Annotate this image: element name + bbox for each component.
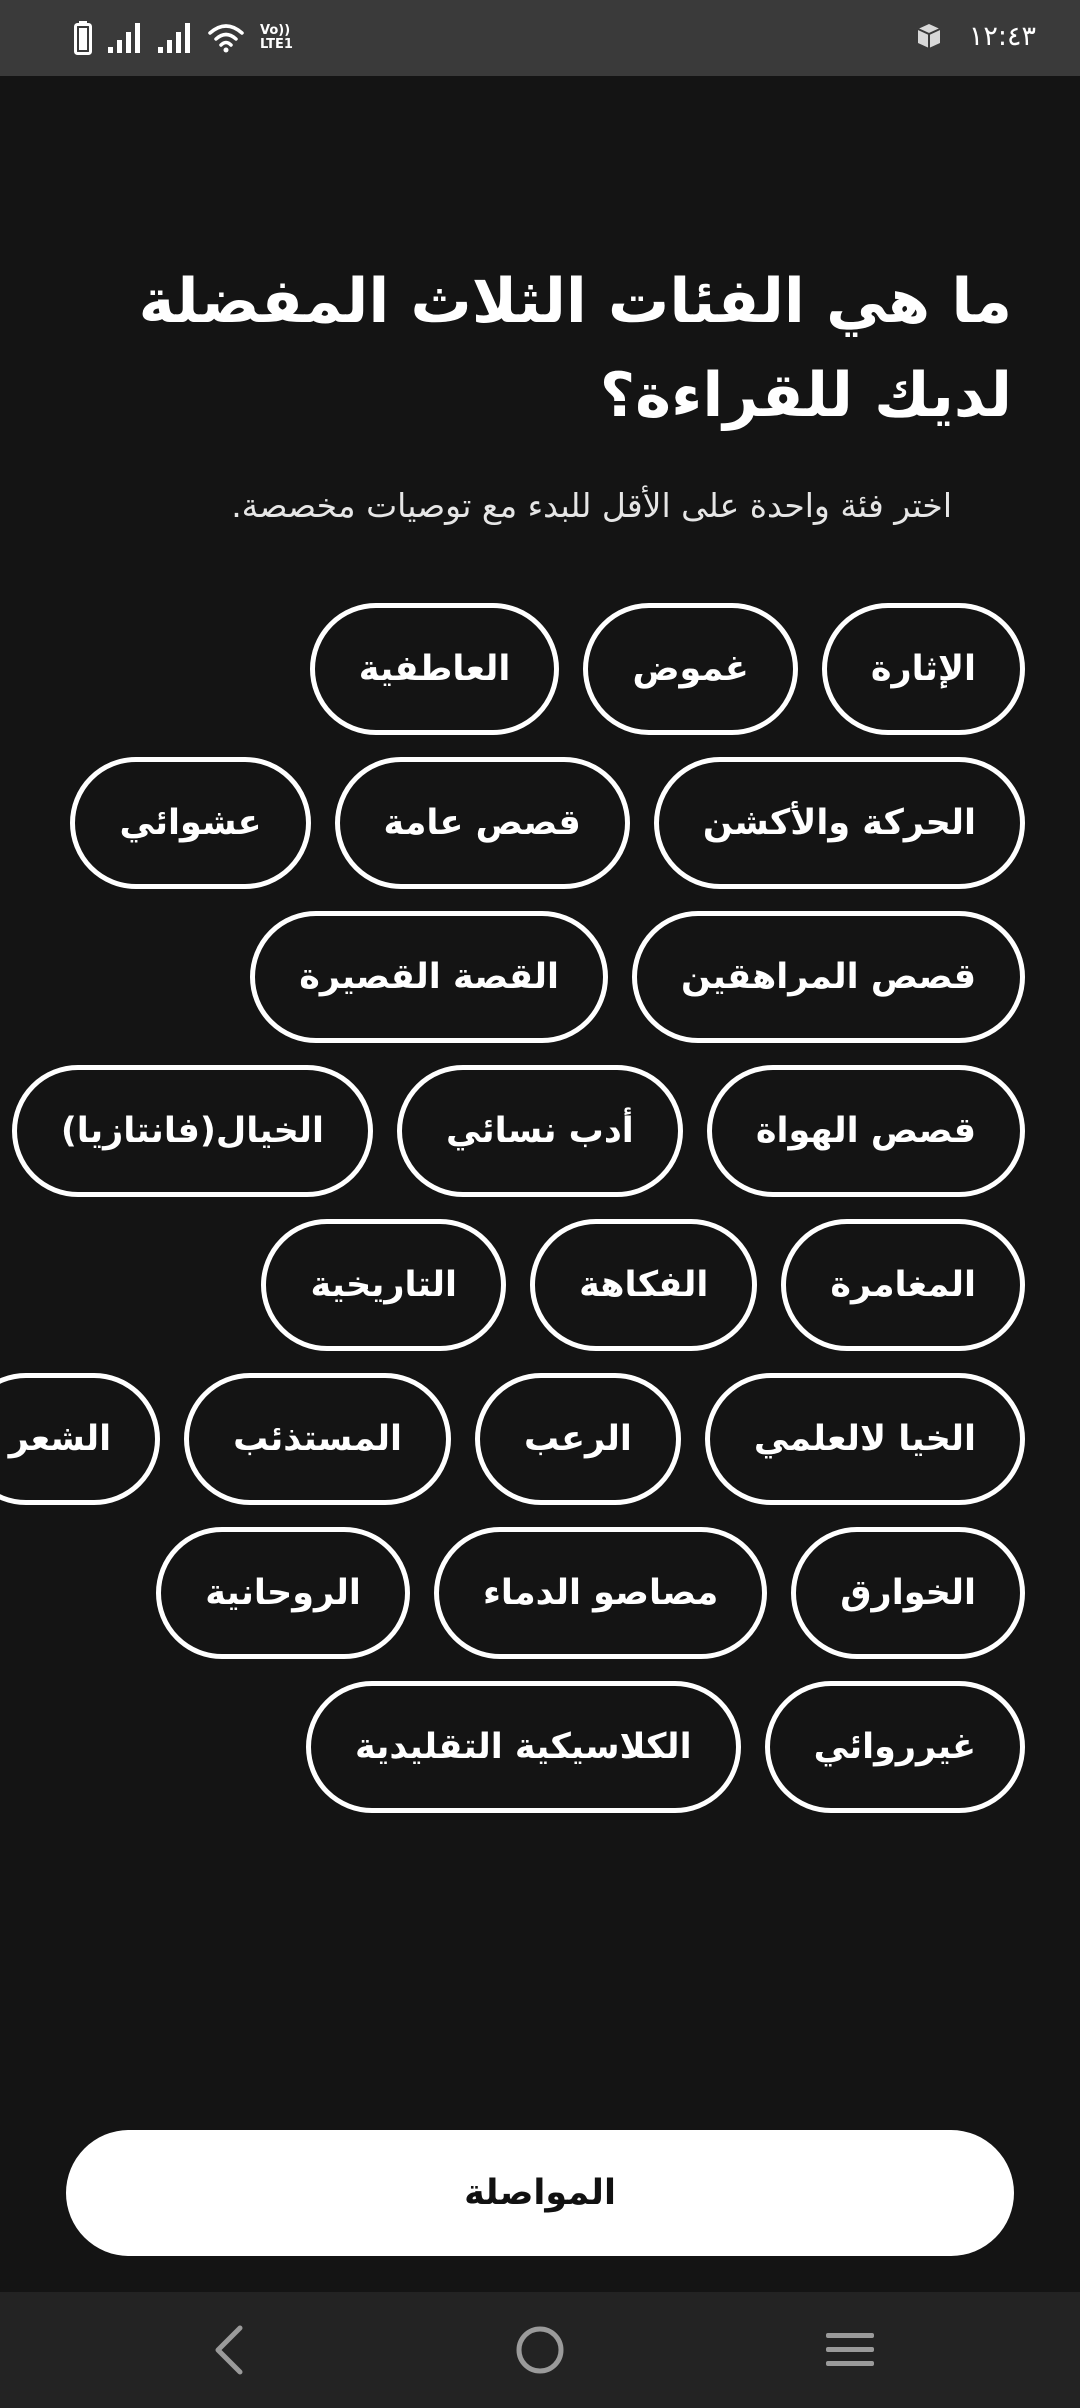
- system-nav-bar: [0, 2292, 1080, 2408]
- page-subtitle: اختر فئة واحدة على الأقل للبدء مع توصيات مخصصة.: [231, 486, 952, 525]
- chip-row: [50, 1527, 1025, 1659]
- category-chip-action[interactable]: الحركة والأكشن: [654, 757, 1025, 889]
- back-icon: [208, 2324, 248, 2376]
- chip-row: [50, 603, 1025, 735]
- category-chip-thriller[interactable]: الإثارة: [822, 603, 1025, 735]
- category-chip-teen-fiction[interactable]: قصص المراهقين: [632, 911, 1025, 1043]
- category-chip-short-story[interactable]: القصة القصيرة: [250, 911, 608, 1043]
- battery-icon: [74, 21, 92, 55]
- lte-label: LTE1: [260, 37, 293, 52]
- lte-icon: [260, 24, 294, 52]
- status-icons-left: [74, 18, 294, 58]
- category-chip-adventure[interactable]: المغامرة: [781, 1219, 1025, 1351]
- signal-icon: [158, 23, 192, 53]
- status-icons-right: [915, 14, 1036, 58]
- cube-app-icon: [915, 22, 943, 50]
- category-chip-poetry[interactable]: الشعر: [0, 1373, 160, 1505]
- volte-label: Vo)): [260, 23, 291, 38]
- category-chip-random[interactable]: عشوائي: [70, 757, 310, 889]
- home-icon: [514, 2324, 566, 2376]
- chip-row: [50, 1681, 1025, 1813]
- nav-back-button[interactable]: [178, 2310, 278, 2390]
- nav-home-button[interactable]: [490, 2310, 590, 2390]
- category-chip-horror[interactable]: الرعب: [475, 1373, 681, 1505]
- chip-row: [50, 911, 1025, 1043]
- category-chip-classics[interactable]: الكلاسيكية التقليدية: [306, 1681, 741, 1813]
- page-title: ما هي الفئات الثلاث المفضلة لديك للقراءة؟: [138, 266, 1012, 431]
- status-time: ١٢:٤٣: [968, 20, 1036, 52]
- chip-row: [50, 1219, 1025, 1351]
- chip-row: [8, 1373, 1025, 1505]
- wifi-icon: [208, 23, 244, 53]
- signal-icon: [108, 23, 142, 53]
- category-chip-spiritual[interactable]: الروحانية: [156, 1527, 410, 1659]
- category-chip-science-fiction[interactable]: الخيا لالعلمي: [705, 1373, 1025, 1505]
- category-chip-historical[interactable]: التاريخية: [261, 1219, 506, 1351]
- category-chip-general-fiction[interactable]: قصص عامة: [335, 757, 630, 889]
- chip-row: [50, 757, 1025, 889]
- continue-button[interactable]: المواصلة: [66, 2130, 1014, 2256]
- category-chip-paranormal[interactable]: الخوارق: [791, 1527, 1025, 1659]
- category-chip-fantasy[interactable]: الخيال(فانتازيا): [12, 1065, 373, 1197]
- category-chip-werewolf[interactable]: المستذئب: [184, 1373, 451, 1505]
- status-bar: [0, 0, 1080, 76]
- category-chip-romance[interactable]: العاطفية: [310, 603, 560, 735]
- category-chip-humor[interactable]: الفكاهة: [530, 1219, 757, 1351]
- category-chip-mystery[interactable]: غموض: [583, 603, 797, 735]
- category-chip-fanfiction[interactable]: قصص الهواة: [707, 1065, 1025, 1197]
- menu-icon: [824, 2329, 876, 2371]
- nav-menu-button[interactable]: [800, 2310, 900, 2390]
- category-chip-vampire[interactable]: مصاصو الدماء: [434, 1527, 767, 1659]
- chip-row: [50, 1065, 1025, 1197]
- category-chip-grid: [8, 603, 1025, 1813]
- category-chip-non-fiction[interactable]: غيرروائي: [765, 1681, 1025, 1813]
- category-chip-chick-lit[interactable]: أدب نسائي: [397, 1065, 683, 1197]
